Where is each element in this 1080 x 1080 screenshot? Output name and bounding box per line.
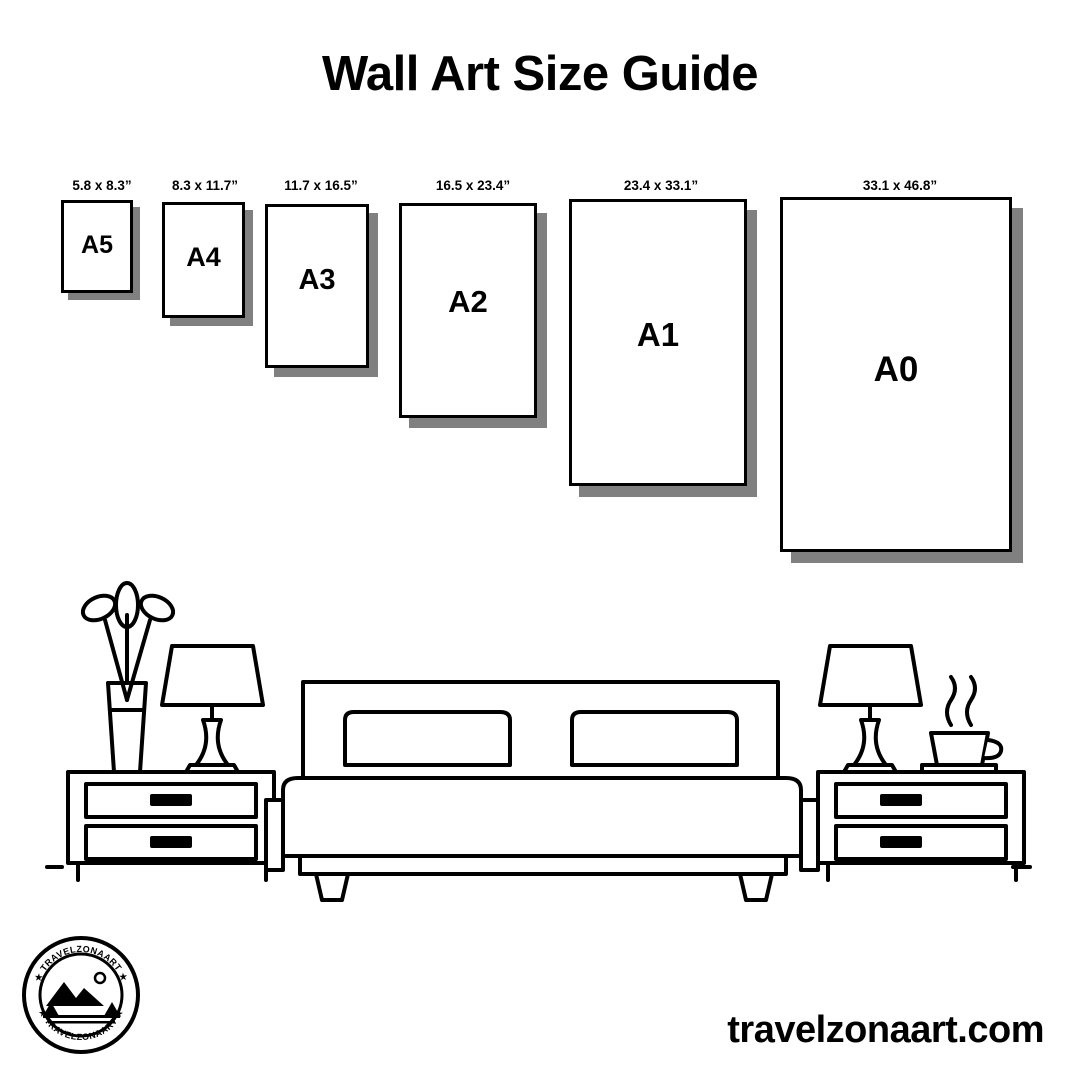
- frame-dimensions-a5: 5.8 x 8.3”: [72, 178, 132, 193]
- frame-group-a1: [560, 170, 762, 500]
- frame-name-a0: A0: [873, 350, 919, 389]
- frame-dimensions-a1: 23.4 x 33.1”: [623, 178, 699, 193]
- logo-bottom-text: ★ TRAVELZONAART ★: [36, 1007, 126, 1043]
- frame-name-a4: A4: [186, 242, 221, 272]
- frame-dimensions-a2: 16.5 x 23.4”: [435, 178, 511, 193]
- frame-box-a4: [162, 202, 245, 318]
- frame-box-a3: [265, 204, 369, 368]
- frame-dimensions-a3: 11.7 x 16.5”: [284, 178, 358, 193]
- frame-group-a0: [770, 170, 1030, 590]
- website-url: travelzonaart.com: [727, 1009, 1044, 1051]
- frame-group-a5: [52, 170, 152, 300]
- left-nightstand-icon: [68, 772, 274, 880]
- frame-size-diagram: [0, 170, 1080, 590]
- plant-vase-icon: [79, 583, 177, 772]
- frame-dimensions-a4: 8.3 x 11.7”: [171, 178, 239, 193]
- right-nightstand-icon: [818, 772, 1024, 880]
- frame-group-a3: [255, 170, 387, 380]
- frame-name-a3: A3: [298, 264, 336, 296]
- frame-box-a1: [569, 199, 747, 486]
- logo-top-text: ★ TRAVELZONAART ★: [32, 943, 130, 983]
- frame-name-a2: A2: [448, 284, 488, 319]
- bedroom-scene: [0, 560, 1080, 920]
- page-title: Wall Art Size Guide: [321, 47, 759, 101]
- coffee-cup-icon: [922, 677, 1001, 772]
- frame-name-a1: A1: [636, 316, 680, 353]
- frame-dimensions-a0: 33.1 x 46.8”: [862, 178, 938, 193]
- left-table-lamp-icon: [162, 646, 263, 772]
- logo-landscape: [43, 973, 120, 1024]
- frame-name-a5: A5: [81, 231, 113, 259]
- frame-box-a5: [61, 200, 133, 293]
- right-table-lamp-icon: [820, 646, 921, 772]
- frame-box-a0: [780, 197, 1012, 552]
- frame-group-a4: [148, 170, 262, 330]
- brand-logo: [16, 930, 146, 1060]
- frame-group-a2: [390, 170, 556, 430]
- frame-box-a2: [399, 203, 537, 418]
- bed-icon: [266, 682, 818, 900]
